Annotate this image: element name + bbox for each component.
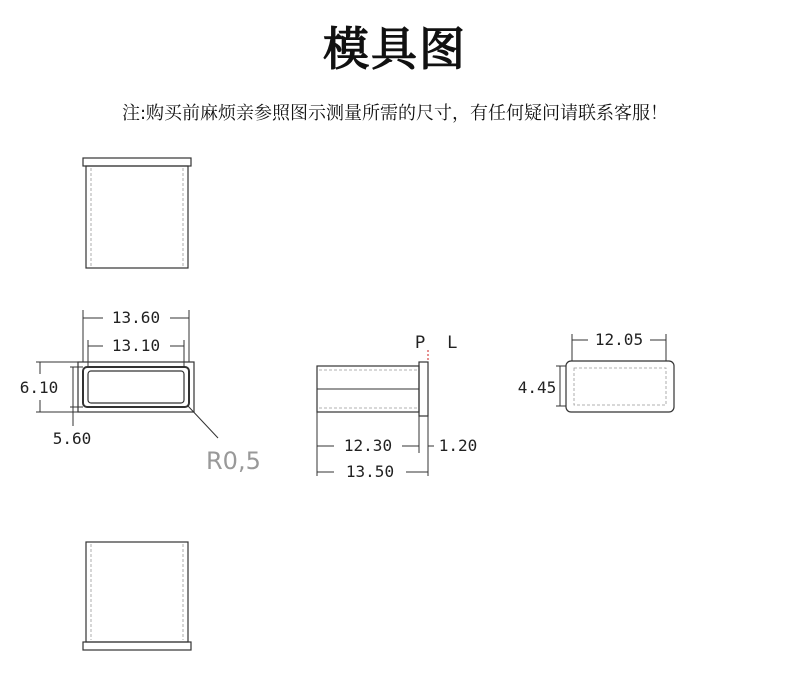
dim-corner-radius: R0,5	[206, 447, 261, 475]
dim-flange: 1.20	[438, 436, 478, 455]
dim-outer-width: 13.60	[111, 308, 161, 327]
end-view	[518, 330, 674, 412]
page-title: 模具图	[323, 22, 467, 76]
label-p: P	[414, 333, 426, 353]
side-view	[317, 333, 477, 481]
front-view	[20, 308, 261, 475]
dim-end-height: 4.45	[517, 378, 557, 397]
dim-end-width: 12.05	[594, 330, 644, 349]
dim-inner-height: 5.60	[52, 429, 92, 448]
label-l: L	[447, 333, 457, 353]
dim-total-length: 13.50	[345, 462, 395, 481]
dim-body-length: 12.30	[343, 436, 393, 455]
dim-inner-width: 13.10	[111, 336, 161, 355]
top-view	[83, 158, 191, 268]
bottom-view	[83, 542, 191, 650]
dim-outer-height: 6.10	[19, 378, 59, 397]
measurement-note: 注:购买前麻烦亲参照图示测量所需的尺寸，有任何疑问请联系客服！	[121, 103, 669, 124]
